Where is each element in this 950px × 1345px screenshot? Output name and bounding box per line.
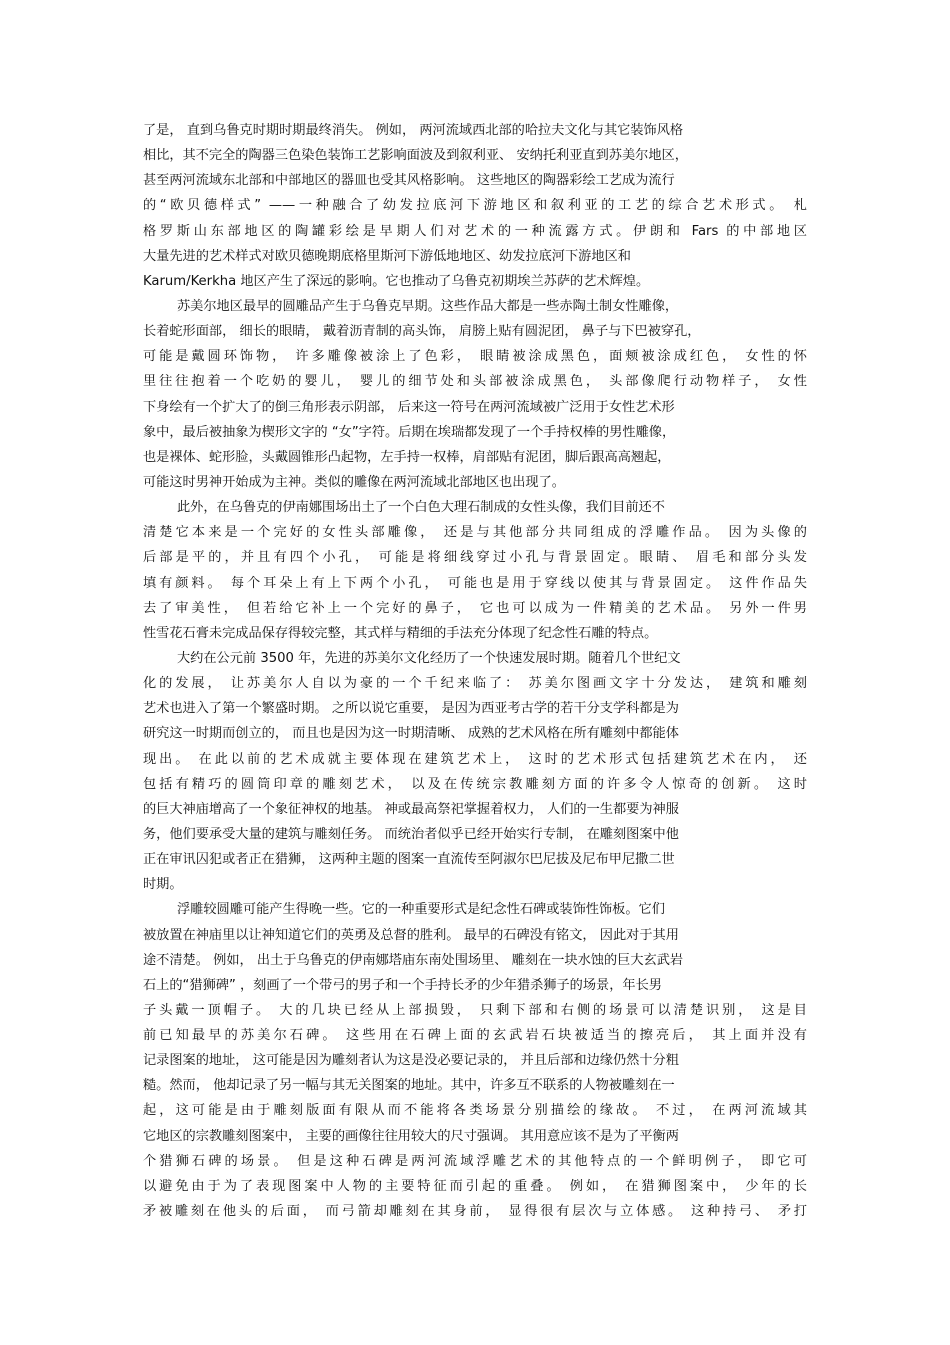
text-line: 性雪花石膏未完成品保存得较完整，其式样与精细的手法充分体现了纪念性石雕的特点。 [143,625,658,641]
text-line: 也是裸体、蛇形脸，头戴圆锥形凸起物，左手持一权棒，肩部贴有泥团，脚后跟高高翘起， [143,449,671,465]
text-line: 起，这可能是由于雕刻版面有限从而不能将各类场景分别描绘的缘故。 不过， 在两河流域其 [143,1103,807,1119]
text-line: 现出。 在此以前的艺术成就主要体现在建筑艺术上， 这时的艺术形式包括建筑艺术在内， 还 [143,751,807,767]
paragraph-first-line: 浮雕较圆雕可能产生得晚一些。它的一种重要形式是纪念性石碑或装饰性饰板。它们 [177,902,665,918]
text-line: 后部是平的，并且有四个小孔， 可能是将细线穿过小孔与背景固定。眼睛、 眉毛和部分头发 [143,550,807,566]
text-line: 去了审美性， 但若给它补上一个完好的鼻子， 它也可以成为一件精美的艺术品。 另外一件男 [143,600,807,616]
text-line: Karum/Kerkha 地区产生了深远的影响。它也推动了乌鲁克初期埃兰苏萨的艺术辉煌。 [143,273,650,289]
text-line: 包括有精巧的圆筒印章的雕刻艺术， 以及在传统宗教雕刻方面的许多令人惊奇的创新。 这时 [143,776,807,792]
text-line: 务，他们要承受大量的建筑与雕刻任务。 而统治者似乎已经开始实行专制， 在雕刻图案中他 [143,826,679,842]
text-line: 时期。 [143,877,183,893]
text-line: 前已知最早的苏美尔石碑。 这些用在石碑上面的玄武岩石块被适当的擦亮后， 其上面并没有 [143,1028,807,1044]
text-line: 它地区的宗教雕刻图案中， 主要的画像往往用较大的尺寸强调。 其用意应该不是为了平衡两 [143,1128,679,1144]
text-line: 艺术也进入了第一个繁盛时期。 之所以说它重要， 是因为西亚考古学的若干分支学科都是为 [143,701,679,717]
text-line: 研究这一时期而创立的， 而且也是因为这一时期清晰、 成熟的艺术风格在所有雕刻中都能体 [143,726,679,742]
text-line: 可能是戴圆环饰物， 许多雕像被涂上了色彩， 眼睛被涂成黑色，面颊被涂成红色， 女性的怀 [143,349,807,365]
text-line: 化的发展， 让苏美尔人自以为豪的一个千纪来临了： 苏美尔图画文字十分发达， 建筑和雕刻 [143,676,807,692]
text-line: 象中，最后被抽象为楔形文字的 “女”字符。后期在埃瑞都发现了一个手持权棒的男性雕像， [143,424,676,440]
text-line: 格罗斯山东部地区的陶罐彩绘是早期人们对艺术的一种流露方式。伊朗和 Fars 的中部地区 [143,223,807,239]
text-line: 糙。然而， 他却记录了另一幅与其无关图案的地址。其中，许多互不联系的人物被雕刻在一 [143,1078,675,1094]
text-line: 个猎狮石碑的场景。 但是这种石碑是两河流域浮雕艺术的其他特点的一个鲜明例子， 即它可 [143,1153,807,1169]
text-line: 甚至两河流域东北部和中部地区的器皿也受其风格影响。 这些地区的陶器彩绘工艺成为流行 [143,173,675,189]
text-line: 相比，其不完全的陶器三色染色装饰工艺影响面波及到叙利亚、 安纳托利亚直到苏美尔地区， [143,148,688,164]
text-line: 了是， 直到乌鲁克时期时期最终消失。 例如， 两河流域西北部的哈拉夫文化与其它装饰风格 [143,123,684,138]
paragraph-first-line: 大约在公元前 3500 年，先进的苏美尔文化经历了一个快速发展时期。随着几个世纪文 [177,650,681,666]
text-line: 矛被雕刻在他头的后面， 而弓箭却雕刻在其身前， 显得很有层次与立体感。 这种持弓、 矛打 [143,1204,807,1220]
text-line: 长着蛇形面部， 细长的眼睛， 戴着沥青制的高头饰， 肩膀上贴有圆泥团， 鼻子与下巴被穿孔， [143,324,701,340]
text-line: 正在审讯囚犯或者正在猎狮， 这两种主题的图案一直流传至阿淑尔巴尼拔及尼布甲尼撒二世 [143,852,675,868]
text-line: 的“欧贝德样式” ——一种融合了幼发拉底河下游地区和叙利亚的工艺的综合艺术形式。 札 [143,198,807,214]
text-line: 清楚它本来是一个完好的女性头部雕像， 还是与其他部分共同组成的浮雕作品。 因为头像的 [143,525,807,541]
text-line: 以避免由于为了表现图案中人物的主要特征而引起的重叠。 例如， 在猎狮图案中， 少年的长 [143,1178,807,1194]
text-line: 填有颜料。 每个耳朵上有上下两个小孔， 可能也是用于穿线以使其与背景固定。 这件作品失 [143,575,807,591]
text-line: 大量先进的艺术样式对欧贝德晚期底格里斯河下游低地地区、幼发拉底河下游地区和 [143,248,631,264]
paragraph-first-line: 苏美尔地区最早的圆雕品产生于乌鲁克早期。这些作品大都是一些赤陶土制女性雕像， [177,298,679,314]
text-line: 可能这时男神开始成为主神。类似的雕像在两河流域北部地区也出现了。 [143,474,565,490]
paragraph-first-line: 此外，在乌鲁克的伊南娜围场出土了一个白色大理石制成的女性头像，我们目前还不 [177,500,665,516]
text-line: 里往往抱着一个吃奶的婴儿， 婴儿的细节处和头部被涂成黑色， 头部像爬行动物样子， 女性 [143,374,807,390]
text-line: 子头戴一顶帽子。 大的几块已经从上部损毁， 只剩下部和右侧的场景可以清楚识别， 这是目 [143,1002,807,1018]
text-line: 的巨大神庙增高了一个象征神权的地基。 神或最高祭祀掌握着权力， 人们的一生都要为神服 [143,801,679,817]
text-line: 途不清楚。 例如， 出土于乌鲁克的伊南娜塔庙东南处围场里、 雕刻在一块水蚀的巨大玄武岩 [143,952,684,968]
body-text [143,118,807,1224]
text-line: 石上的“猎狮碑” ，刻画了一个带弓的男子和一个手持长矛的少年猎杀狮子的场景，年长男 [143,977,662,993]
text-line: 下身绘有一个扩大了的倒三角形表示阴部， 后来这一符号在两河流域被广泛用于女性艺术形 [143,399,675,415]
text-line: 被放置在神庙里以让神知道它们的英勇及总督的胜利。 最早的石碑没有铭文， 因此对于其用 [143,927,679,943]
text-line: 记录图案的地址， 这可能是因为雕刻者认为这是没必要记录的， 并且后部和边缘仍然十分粗 [143,1053,679,1069]
